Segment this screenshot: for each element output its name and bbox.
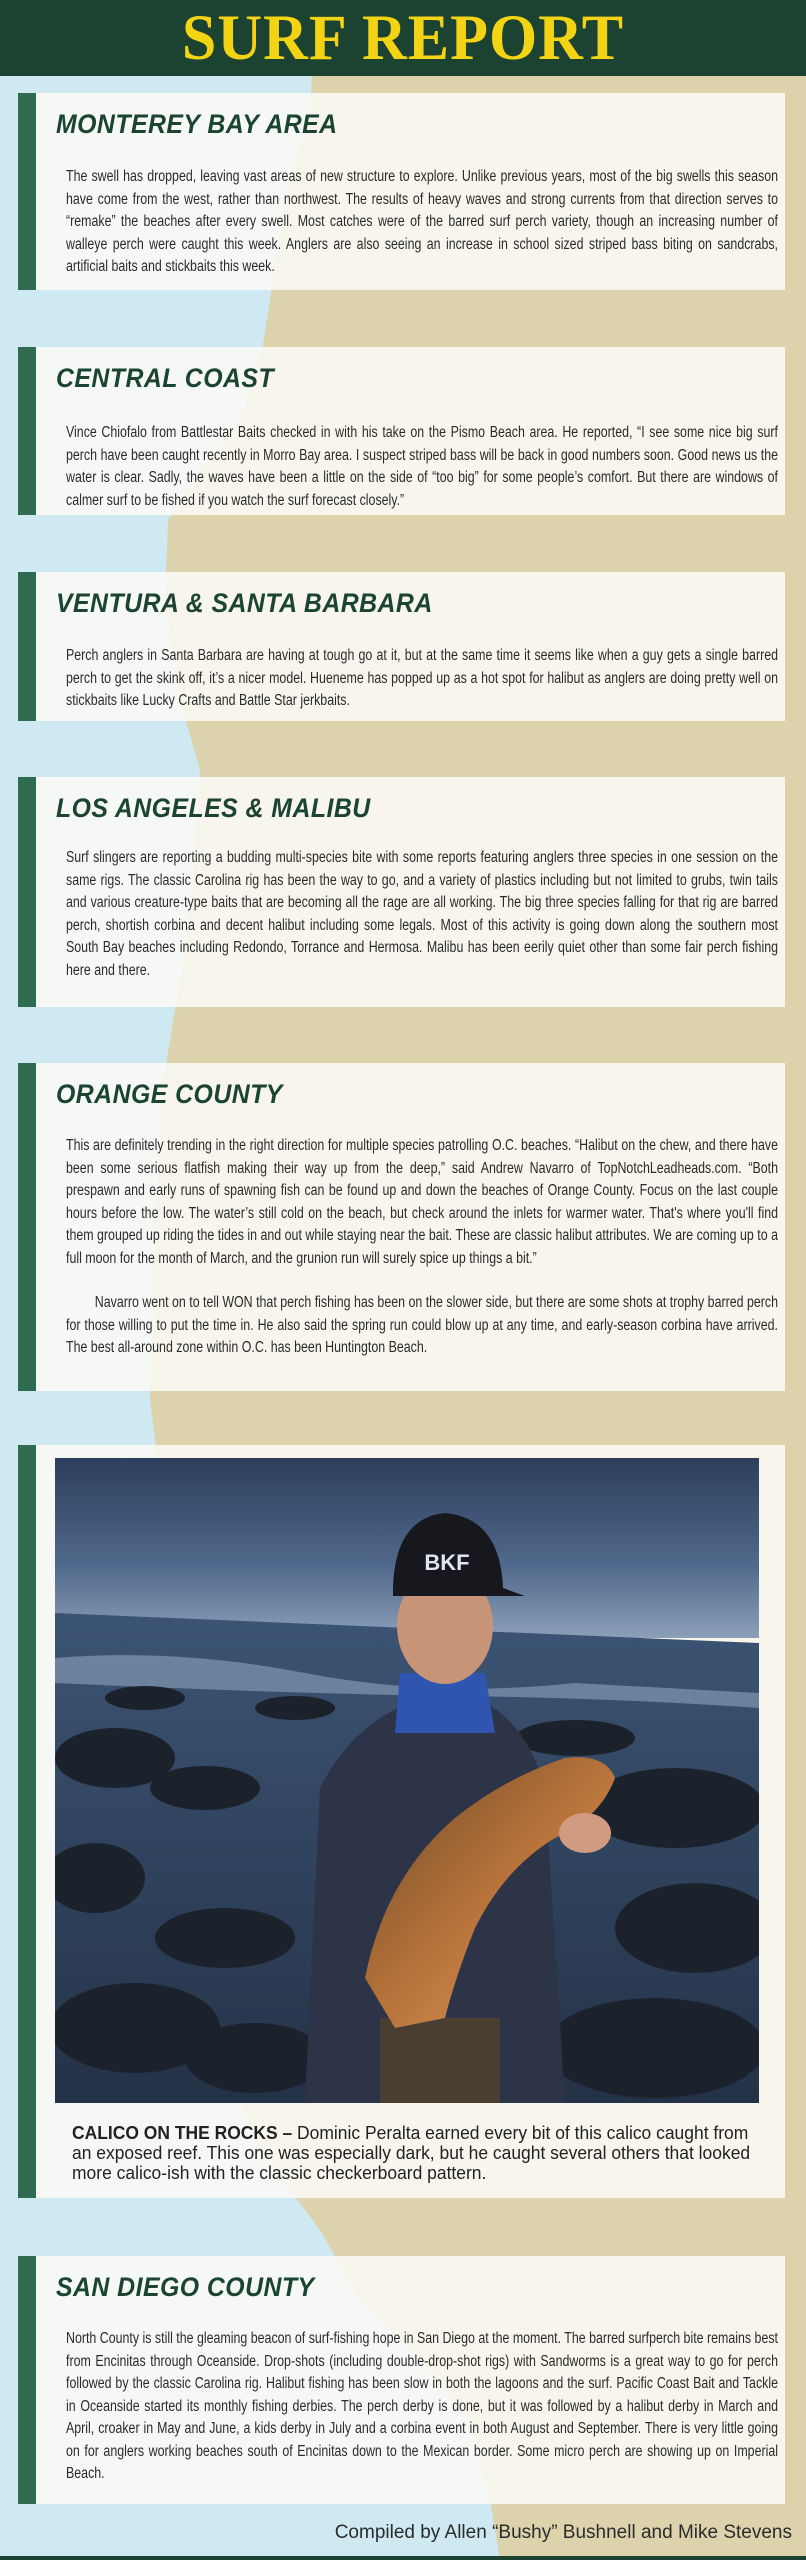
- section-ventura-santa-barbara: [18, 572, 785, 721]
- page-title: SURF REPORT: [181, 2, 625, 74]
- cap-logo: BKF: [424, 1550, 470, 1575]
- section-heading: VENTURA & SANTA BARBARA: [56, 588, 433, 618]
- section-central-coast: [18, 347, 785, 515]
- section-body: This are definitely trending in the right direction for multiple species patrolling O.C. beaches. “Halibut on the chew, and there have been some serious flatfish making their way up from the deep,” said Andrew Navarro of TopNotchLeadheads.com. “Both prespawn and early runs of spawning fish can be found up and down the beaches of Orange County. Focus on the last couple hours before the low. The water’s still cold on the beach, but check around the inlets for warmer water. That's where you'll find them grouped up riding the tides in and out while staying near the bait. These are classic halibut attributes. We are coming up to a full moon for the month of March, and the grunion run will surely spice up things a bit.”: [66, 1137, 778, 1267]
- hand: [559, 1813, 611, 1853]
- section-body: Surf slingers are reporting a budding multi-species bite with some reports featuring anglers three species in one session on the same rigs. The classic Carolina rig has been the way to go, and a variety of plastics including but not limited to grubs, twin tails and various creature-type baits that are becoming all the rage are all working. The big three species falling for that rig are barred perch, shortish corbina and decent halibut including some legals. Most of this activity is going down along the southern most South Bay beaches including Redondo, Torrance and Hermosa. Malibu has been eerily quiet other than some fair perch fishing here and there.: [66, 849, 778, 979]
- photo-caption: [72, 2123, 751, 2183]
- section-heading: LOS ANGELES & MALIBU: [56, 793, 371, 823]
- section-body: Vince Chiofalo from Battlestar Baits checked in with his take on the Pismo Beach area. He reported, “I see some nice big surf perch have been caught recently in Morro Bay area. I suspect striped bass will be back in good numbers soon. Good news us the water is clear. Sadly, the waves have been a little on the side of “too big” for some people’s comfort. But there are windows of calmer surf to be fished if you watch the surf forecast closely.”: [66, 424, 778, 509]
- angler-photo: [55, 1458, 759, 2103]
- section-monterey-bay: [18, 93, 785, 290]
- photo-feature: [18, 1445, 785, 2198]
- bottom-border: [0, 2556, 806, 2560]
- waders: [380, 2018, 500, 2103]
- section-san-diego-county: [18, 2256, 785, 2504]
- section-body: The swell has dropped, leaving vast areas of new structure to explore. Unlike previous years, most of the big swells this season have come from the west, rather than northwest. The results of heavy waves and strong currents from that direction serves to “remake” the beaches after every swell. Most catches were of the barred surf perch variety, though an increasing number of walleye perch were caught this week. Anglers are also seeing an increase in school sized striped bass biting on sandcrabs, artificial baits and stickbaits this week.: [66, 168, 778, 275]
- section-body: Navarro went on to tell WON that perch fishing has been on the slower side, but there are some shots at trophy barred perch for those willing to put the time in. He also said the spring run could blow up at any time, and early-season corbina have arrived. The best all-around zone within O.C. has been Huntington Beach.: [66, 1294, 779, 1356]
- caption-text: Dominic Peralta earned every bit of this calico caught from an exposed reef. This one was especially dark, but he caught several others that looked more calico-ish with the classic checkerboard pattern.: [72, 2123, 751, 2183]
- section-body: North County is still the gleaming beacon of surf-fishing hope in San Diego at the moment. The barred surfperch bite remains best from Encinitas through Oceanside. Drop-shots (including double-drop-shot rigs) with Sandworms is a great way to go for perch followed by the classic Carolina rig. Halibut fishing has been slow in both the lagoons and the surf. Pacific Coast Bait and Tackle in Oceanside started its monthly fishing derbies. The perch derby is done, but it was followed by a halibut derby in March and April, croaker in May and June, a kids derby in July and a corbina event in both August and September. There is very little going on for anglers working beaches south of Encinitas down to the Mexican border. Some micro perch are showing up on Imperial Beach.: [66, 2330, 778, 2482]
- section-heading: CENTRAL COAST: [56, 363, 275, 393]
- section-heading: ORANGE COUNTY: [56, 1079, 283, 1109]
- section-heading: MONTEREY BAY AREA: [56, 109, 338, 139]
- section-los-angeles-malibu: [18, 777, 785, 1007]
- author-credit: Compiled by Allen “Bushy” Bushnell and Mike Stevens: [334, 2522, 792, 2543]
- section-heading: SAN DIEGO COUNTY: [56, 2272, 315, 2302]
- caption-title: CALICO ON THE ROCKS –: [72, 2123, 293, 2143]
- section-orange-county: [18, 1063, 785, 1391]
- section-body: Perch anglers in Santa Barbara are having at tough go at it, but at the same time it seems like when a guy gets a single barred perch to get the skink off, it’s a nicer model. Hueneme has popped up as a hot spot for halibut as anglers are doing pretty well on stickbaits like Lucky Crafts and Battle Star jerkbaits.: [66, 647, 778, 709]
- page-header: [0, 0, 806, 76]
